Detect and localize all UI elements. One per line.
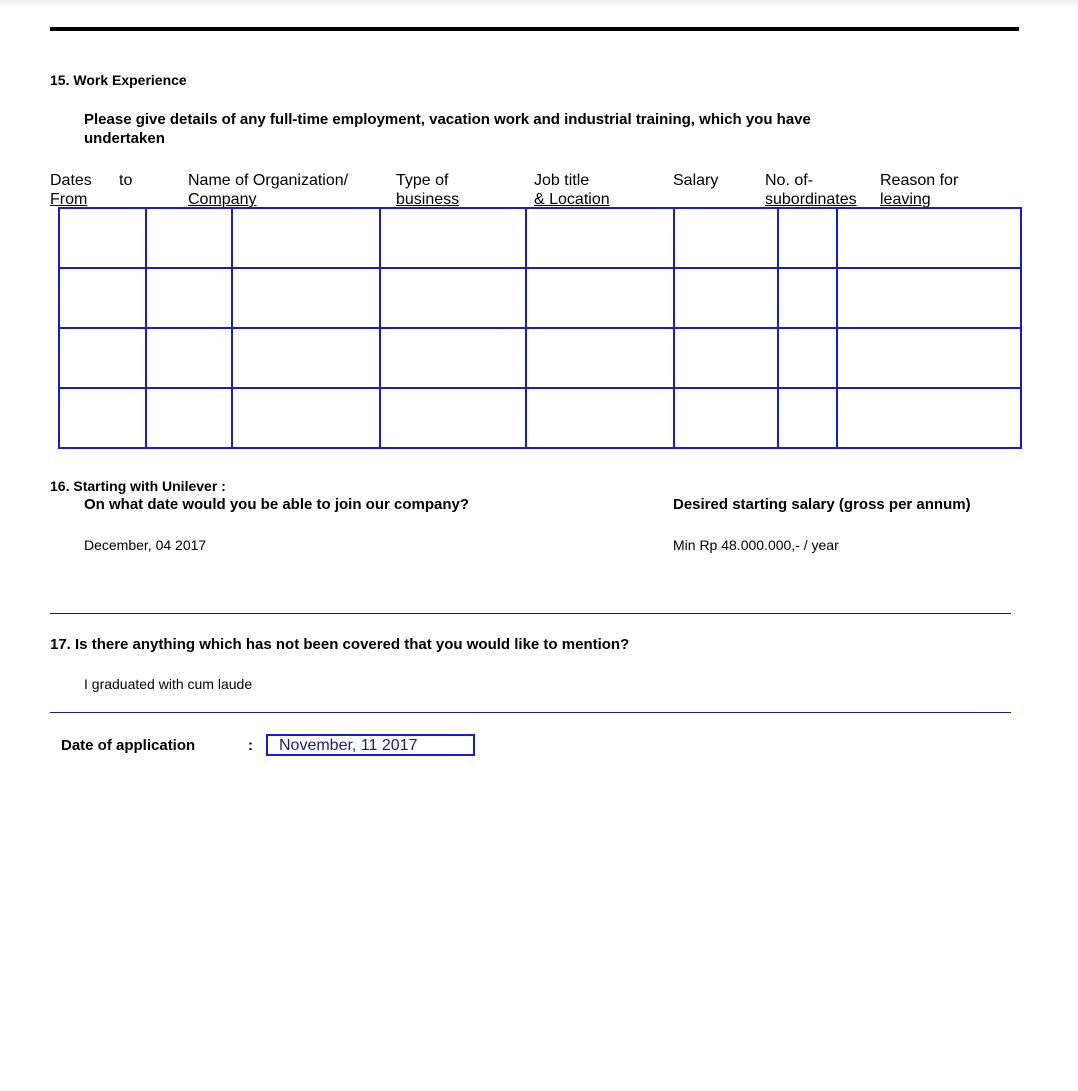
cell-date-to[interactable] bbox=[146, 208, 232, 268]
cell-subordinates[interactable] bbox=[778, 208, 837, 268]
col-header-subordinates: subordinates bbox=[765, 191, 857, 208]
section-15-instruction-line1: Please give details of any full-time employment, vacation work and industrial training, which you have bbox=[84, 111, 811, 128]
section-17-title: 17. Is there anything which has not been covered that you would like to mention? bbox=[50, 636, 630, 653]
section-17-answer: I graduated with cum laude bbox=[84, 676, 253, 692]
cell-salary[interactable] bbox=[674, 268, 778, 328]
col-header-to: to bbox=[119, 172, 133, 189]
col-header-leaving: leaving bbox=[880, 191, 931, 208]
table-row bbox=[59, 388, 1021, 448]
col-header-company: Company bbox=[188, 191, 257, 208]
table-row bbox=[59, 208, 1021, 268]
col-header-salary: Salary bbox=[673, 172, 719, 189]
table-row bbox=[59, 328, 1021, 388]
join-date-question: On what date would you be able to join our company? bbox=[84, 496, 470, 513]
cell-reason[interactable] bbox=[837, 208, 1021, 268]
cell-job-title[interactable] bbox=[526, 328, 674, 388]
section-divider bbox=[50, 712, 1011, 713]
salary-question: Desired starting salary (gross per annum) bbox=[673, 496, 971, 513]
col-header-reason: Reason for bbox=[880, 172, 959, 189]
cell-date-to[interactable] bbox=[146, 388, 232, 448]
cell-business-type[interactable] bbox=[380, 328, 526, 388]
cell-subordinates[interactable] bbox=[778, 268, 837, 328]
cell-date-from[interactable] bbox=[59, 328, 146, 388]
section-15-title: 15. Work Experience bbox=[50, 72, 187, 88]
cell-date-to[interactable] bbox=[146, 328, 232, 388]
cell-organization[interactable] bbox=[232, 328, 380, 388]
cell-business-type[interactable] bbox=[380, 388, 526, 448]
cell-job-title[interactable] bbox=[526, 388, 674, 448]
col-header-type: Type of bbox=[396, 172, 449, 189]
cell-subordinates[interactable] bbox=[778, 328, 837, 388]
cell-organization[interactable] bbox=[232, 388, 380, 448]
work-experience-table bbox=[58, 207, 1022, 449]
cell-date-from[interactable] bbox=[59, 208, 146, 268]
cell-job-title[interactable] bbox=[526, 208, 674, 268]
col-header-from: From bbox=[50, 191, 88, 208]
col-header-organization: Name of Organization/ bbox=[188, 172, 349, 189]
page-top-shade bbox=[0, 0, 1078, 8]
cell-subordinates[interactable] bbox=[778, 388, 837, 448]
col-header-no-of: No. of- bbox=[765, 172, 814, 189]
cell-date-to[interactable] bbox=[146, 268, 232, 328]
application-date-colon: : bbox=[248, 737, 253, 754]
cell-salary[interactable] bbox=[674, 208, 778, 268]
col-header-dates: Dates bbox=[50, 172, 92, 189]
cell-salary[interactable] bbox=[674, 388, 778, 448]
cell-job-title[interactable] bbox=[526, 268, 674, 328]
cell-reason[interactable] bbox=[837, 388, 1021, 448]
cell-reason[interactable] bbox=[837, 328, 1021, 388]
cell-organization[interactable] bbox=[232, 268, 380, 328]
cell-date-from[interactable] bbox=[59, 388, 146, 448]
section-16-title: 16. Starting with Unilever : bbox=[50, 478, 226, 494]
cell-date-from[interactable] bbox=[59, 268, 146, 328]
salary-answer: Min Rp 48.000.000,- / year bbox=[673, 537, 839, 553]
col-header-location: & Location bbox=[534, 191, 610, 208]
cell-reason[interactable] bbox=[837, 268, 1021, 328]
join-date-answer: December, 04 2017 bbox=[84, 537, 207, 553]
cell-business-type[interactable] bbox=[380, 208, 526, 268]
top-divider bbox=[50, 27, 1019, 31]
cell-business-type[interactable] bbox=[380, 268, 526, 328]
application-date-field[interactable]: November, 11 2017 bbox=[266, 734, 475, 756]
col-header-business: business bbox=[396, 191, 460, 208]
application-date-label: Date of application bbox=[61, 737, 196, 754]
section-15-instruction-line2: undertaken bbox=[84, 130, 165, 147]
table-row bbox=[59, 268, 1021, 328]
cell-salary[interactable] bbox=[674, 328, 778, 388]
cell-organization[interactable] bbox=[232, 208, 380, 268]
section-divider bbox=[50, 613, 1011, 614]
col-header-job-title: Job title bbox=[534, 172, 590, 189]
